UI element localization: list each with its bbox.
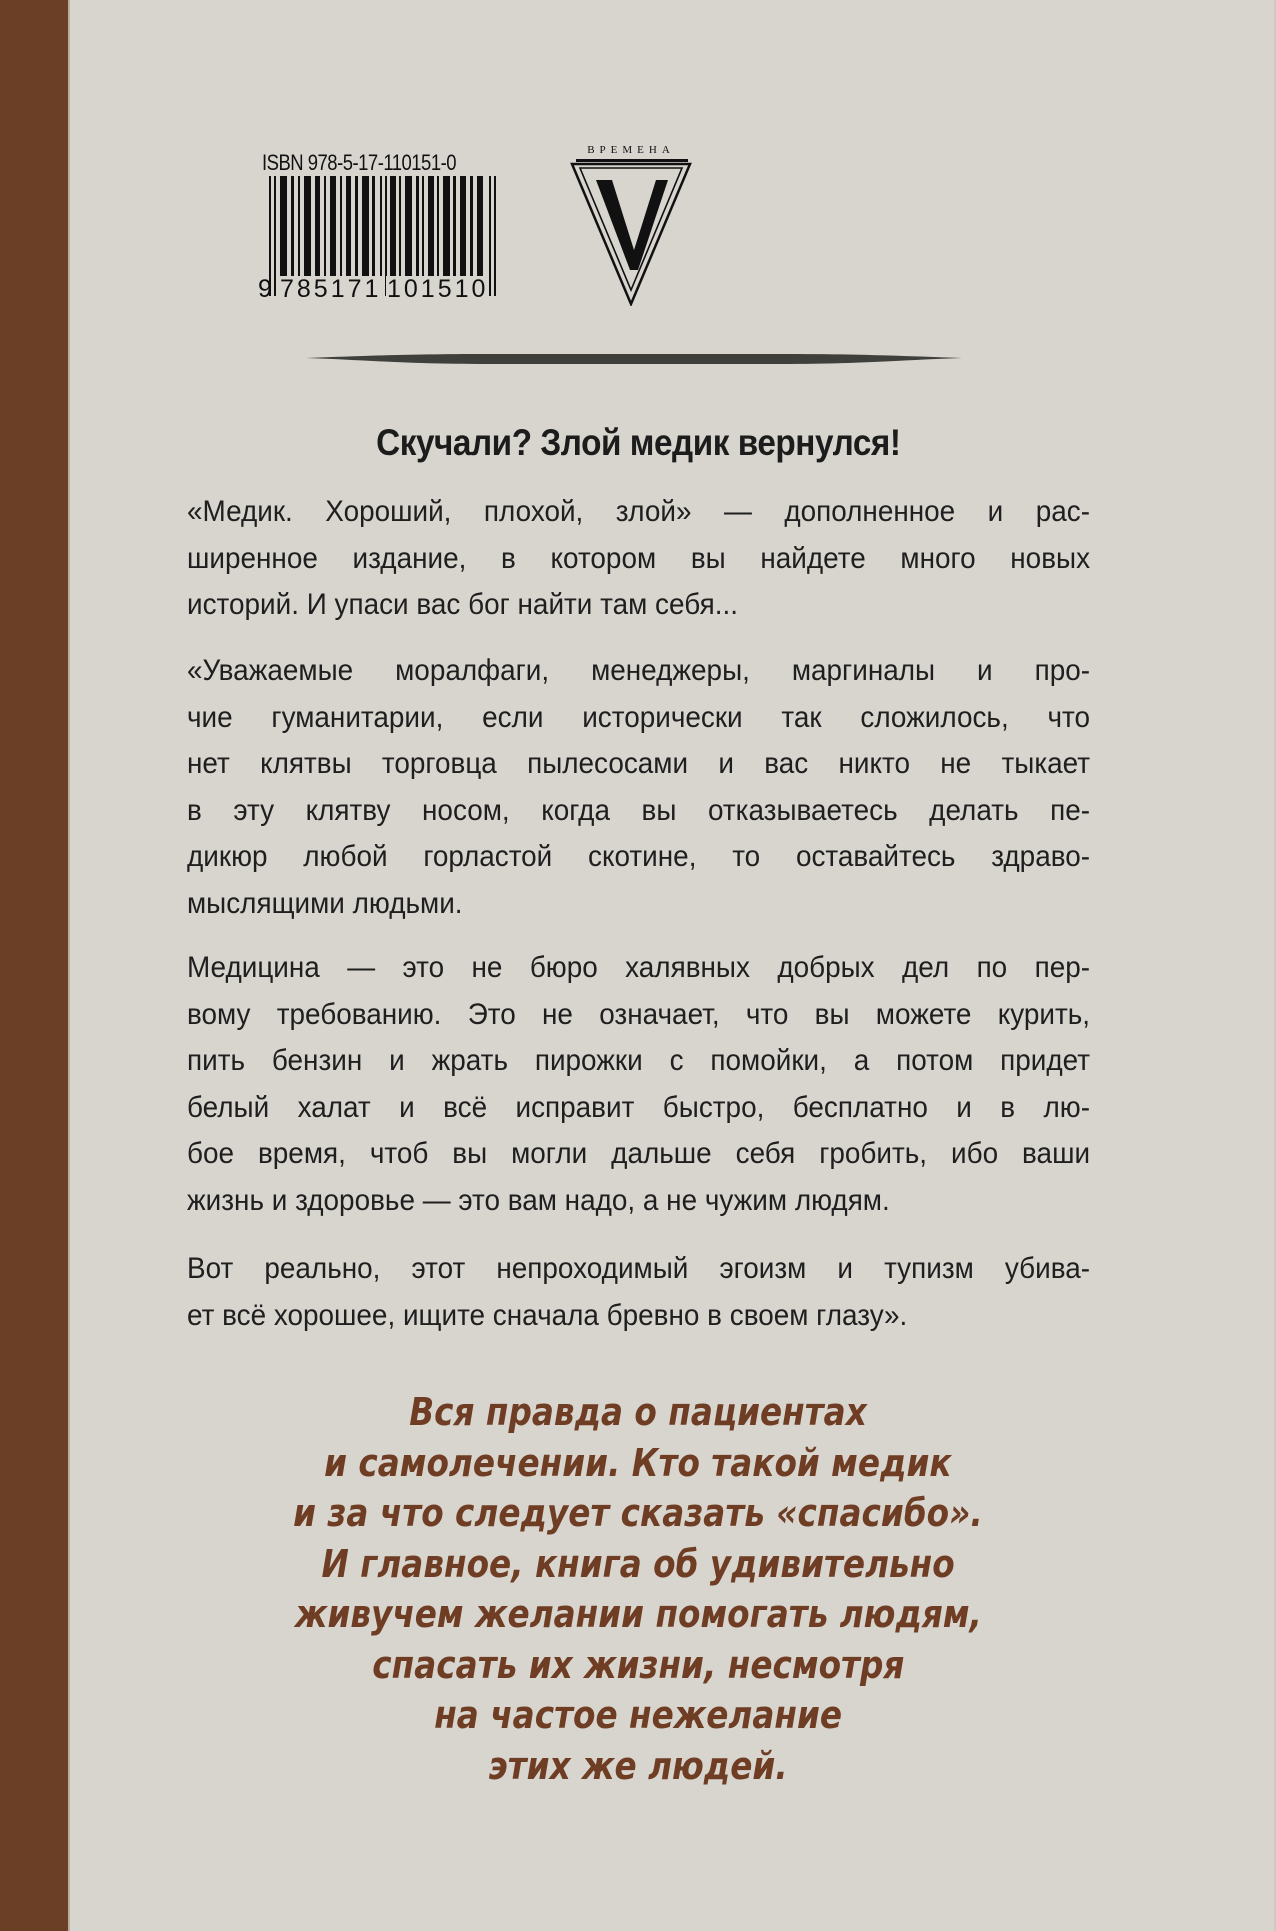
tagline-text: и за что следует сказать «спасибо». — [293, 1491, 983, 1535]
tagline-text: И главное, книга об удивительно — [321, 1541, 955, 1586]
tagline-text: Вся правда о пациентах — [409, 1390, 867, 1434]
text-line: нет клятвы торговца пылесосами и вас никто не тыкает — [187, 747, 1091, 780]
text-line: белый халат и всё исправит быстро, бесплатно и в лю- — [187, 1090, 1091, 1124]
tagline-line — [0, 1488, 1276, 1539]
isbn-barcode — [259, 150, 504, 310]
tagline-line — [0, 1438, 1276, 1489]
tagline-line — [0, 1640, 1276, 1691]
tagline-text: этих же людей. — [488, 1743, 788, 1788]
paragraph-3 — [187, 945, 1090, 1224]
headline-text: Скучали? Злой медик вернулся! — [375, 422, 901, 463]
tagline-text: на частое нежелание — [434, 1693, 842, 1737]
text-line: историй. И упаси вас бог найти там себя... — [187, 588, 738, 621]
paragraph-2 — [187, 648, 1090, 927]
tagline-text: живучем желании помогать людям, — [294, 1592, 982, 1636]
tagline-line — [0, 1690, 1276, 1741]
tagline-text: спасать их жизни, несмотря — [371, 1642, 905, 1687]
tagline-line — [0, 1539, 1276, 1590]
barcode-right-digits: 101510 — [387, 275, 489, 303]
tagline — [0, 1387, 1276, 1791]
text-line: «Уважаемые моралфаги, менеджеры, маргиналы и про- — [187, 654, 1091, 687]
tagline-line — [0, 1741, 1276, 1792]
text-line: чие гуманитарии, если исторически так сложилось, что — [187, 700, 1091, 734]
headline — [0, 422, 1276, 464]
text-line: дикюр любой горластой скотине, то оставайтесь здраво- — [187, 840, 1091, 873]
text-line: «Медик. Хороший, плохой, злой» — дополненное и рас- — [187, 495, 1091, 528]
text-line: ет всё хорошее, ищите сначала бревно в своем глазу». — [187, 1298, 908, 1332]
text-line: мыслящими людьми. — [187, 886, 463, 920]
tagline-line — [0, 1387, 1276, 1438]
publisher-logo — [568, 144, 694, 306]
text-line: жизнь и здоровье — это вам надо, а не чужим людям. — [187, 1183, 890, 1217]
paragraph-1 — [187, 489, 1090, 629]
text-line: пить бензин и жрать пирожки с помойки, а потом придет — [187, 1044, 1091, 1077]
text-line: ширенное издание, в котором вы найдете много новых — [187, 541, 1091, 575]
divider-rule — [306, 352, 962, 366]
barcode-first-digit: 9 — [258, 275, 275, 303]
tagline-text: и самолечении. Кто такой медик — [324, 1440, 952, 1485]
publisher-name: ВРЕМЕНА — [587, 144, 675, 156]
text-line: вому требованию. Это не означает, что вы можете курить, — [187, 997, 1091, 1031]
barcode-left-digits: 785171 — [280, 275, 382, 303]
text-line: в эту клятву носом, когда вы отказываетесь делать пе- — [187, 793, 1091, 827]
text-line: Вот реально, этот непроходимый эгоизм и тупизм убива- — [187, 1252, 1091, 1285]
text-line: бое время, чтоб вы могли дальше себя гробить, ибо ваши — [187, 1137, 1091, 1170]
text-line: Медицина — это не бюро халявных добрых дел по пер- — [187, 951, 1091, 984]
tagline-line — [0, 1589, 1276, 1640]
v-triangle-icon — [568, 158, 694, 306]
paragraph-4 — [187, 1246, 1090, 1339]
isbn-label: ISBN 978-5-17-110151-0 — [262, 150, 457, 175]
